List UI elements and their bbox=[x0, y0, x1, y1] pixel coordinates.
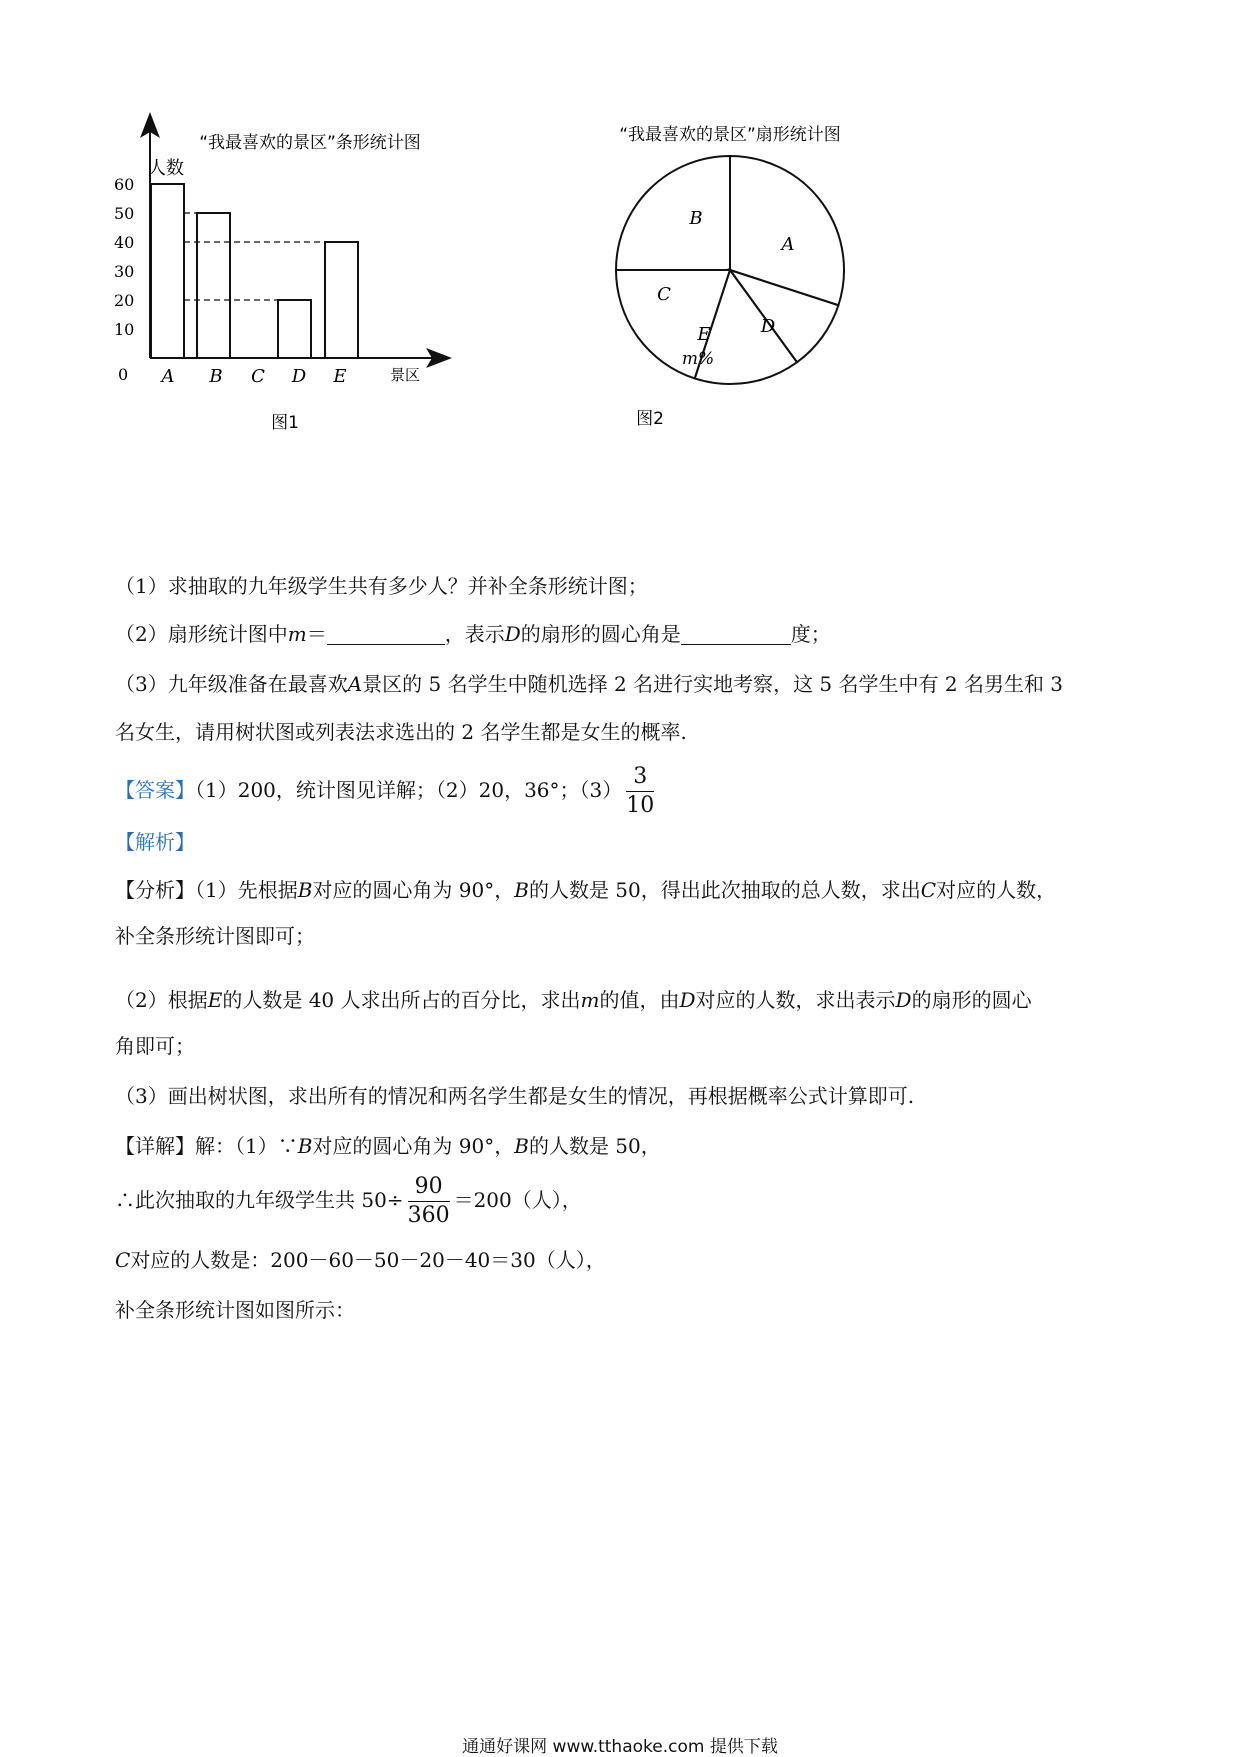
y-tick-label: 50 bbox=[114, 204, 135, 223]
fraction-denominator: 360 bbox=[407, 1203, 450, 1228]
analysis-3 bbox=[115, 1080, 1135, 1112]
detail-line-1 bbox=[115, 1130, 1135, 1162]
detail-1-c: 的人数是 50， bbox=[528, 1134, 661, 1158]
x-tick-label: A bbox=[161, 366, 175, 387]
analysis-1-line-2 bbox=[115, 920, 1135, 952]
analysis-2-a: （2）根据 bbox=[115, 988, 208, 1012]
bar-chart bbox=[110, 110, 530, 490]
var-d: D bbox=[679, 988, 696, 1012]
pie-label-d: D bbox=[760, 316, 776, 337]
page-footer: 通通好课网 www.tthaoke.com 提供下载 bbox=[462, 1737, 778, 1757]
pie-chart-figure bbox=[580, 110, 900, 490]
x-tick-label: D bbox=[291, 366, 307, 387]
detail-tag: 【详解】 bbox=[115, 1134, 195, 1158]
analysis-1-b: 对应的圆心角为 90°， bbox=[312, 878, 515, 902]
fraction-numerator: 90 bbox=[408, 1173, 450, 1202]
detail-fraction bbox=[408, 1173, 450, 1230]
detail-2-a: ∴此次抽取的九年级学生共 50÷ bbox=[115, 1188, 404, 1212]
figure-2-caption: 图2 bbox=[636, 409, 664, 429]
var-b: B bbox=[514, 878, 529, 902]
detail-line-2 bbox=[115, 1168, 1135, 1232]
question-1 bbox=[115, 570, 1135, 602]
question-2-text-end: 度； bbox=[790, 622, 831, 646]
analysis-2-f: 角即可； bbox=[115, 1034, 195, 1058]
answer-text: （1）200，统计图见详解；（2）20，36°；（3） bbox=[195, 778, 623, 802]
pie-chart-title: “我最喜欢的景区”扇形统计图 bbox=[619, 125, 841, 145]
var-b: B bbox=[297, 1134, 313, 1158]
pie-label-c: C bbox=[657, 284, 671, 305]
pie-slice-a bbox=[730, 156, 844, 305]
detail-1-b: 对应的圆心角为 90°， bbox=[312, 1134, 515, 1158]
analysis-2-b: 的人数是 40 人求出所占的百分比，求出 bbox=[222, 988, 581, 1012]
analysis-2-e: 的扇形的圆心 bbox=[911, 988, 1032, 1012]
analysis-fx-tag: 【分析】 bbox=[115, 878, 195, 902]
x-tick-label: E bbox=[333, 366, 347, 387]
var-a: A bbox=[347, 672, 363, 696]
question-2-text-b: ，表示 bbox=[444, 622, 505, 646]
answer-fraction bbox=[626, 763, 654, 820]
analysis-2-line-2 bbox=[115, 1030, 1135, 1062]
pie-label-e-percent: m% bbox=[681, 349, 715, 369]
question-3-line-2 bbox=[115, 716, 1135, 748]
y-tick-label: 30 bbox=[114, 262, 135, 281]
figure-1-caption: 图1 bbox=[271, 413, 299, 433]
answer-tag: 【答案】 bbox=[115, 778, 195, 802]
analysis-1-e: 补全条形统计图即可； bbox=[115, 924, 315, 948]
x-axis-label: 景区 bbox=[390, 366, 421, 384]
analysis-1-c: 的人数是 50，得出此次抽取的总人数，求出 bbox=[528, 878, 921, 902]
answer-blank-m[interactable] bbox=[327, 622, 445, 645]
question-3-text-c: 名女生，请用树状图或列表法求选出的 2 名学生都是女生的概率. bbox=[115, 720, 687, 744]
answer-line bbox=[115, 760, 1135, 820]
pie-label-a: A bbox=[781, 234, 795, 255]
pie-slice-d bbox=[730, 270, 838, 362]
question-3-text-b: 景区的 5 名学生中随机选择 2 名进行实地考察，这 5 名学生中有 2 名男生和 3 bbox=[362, 672, 1064, 696]
detail-2-b: ＝200（人）， bbox=[453, 1188, 582, 1212]
pie-label-e: E bbox=[697, 324, 711, 345]
fraction-numerator: 3 bbox=[626, 763, 654, 792]
analysis-2-d: 对应的人数，求出表示 bbox=[695, 988, 896, 1012]
question-3-line-1 bbox=[115, 668, 1135, 700]
pie-label-b: B bbox=[689, 208, 703, 229]
detail-line-3 bbox=[115, 1244, 1135, 1276]
bar-chart-figure bbox=[110, 110, 530, 490]
question-2-text-a: （2）扇形统计图中 bbox=[115, 622, 288, 646]
answer-blank-angle[interactable] bbox=[681, 622, 791, 645]
bar-e bbox=[325, 242, 358, 358]
question-2-text-c: 的扇形的圆心角是 bbox=[520, 622, 681, 646]
x-tick-label: B bbox=[209, 366, 223, 387]
var-m: m bbox=[580, 988, 600, 1012]
analysis-1-line-1 bbox=[115, 874, 1135, 906]
question-1-text: （1）求抽取的九年级学生共有多少人？并补全条形统计图； bbox=[115, 574, 648, 598]
var-d: D bbox=[895, 988, 912, 1012]
y-tick-label: 40 bbox=[114, 233, 135, 252]
question-3-text-a: （3）九年级准备在最喜欢 bbox=[115, 672, 348, 696]
bar-d bbox=[278, 300, 311, 358]
detail-line-4 bbox=[115, 1294, 1135, 1326]
analysis-3-text: （3）画出树状图，求出所有的情况和两名学生都是女生的情况，再根据概率公式计算即可. bbox=[115, 1084, 915, 1108]
analysis-tag: 【解析】 bbox=[115, 830, 195, 854]
detail-3-text: 对应的人数是：200－60－50－20－40＝30（人）， bbox=[130, 1248, 606, 1272]
var-e: E bbox=[207, 988, 223, 1012]
bar-b bbox=[197, 213, 230, 358]
bar-chart-title: “我最喜欢的景区”条形统计图 bbox=[199, 133, 421, 153]
y-tick-label: 10 bbox=[114, 320, 135, 339]
analysis-1-a: （1）先根据 bbox=[195, 878, 298, 902]
equals-sign: ＝ bbox=[306, 622, 327, 646]
question-2 bbox=[115, 618, 1135, 650]
bar-a bbox=[151, 184, 184, 358]
x-tick-label: C bbox=[251, 366, 265, 387]
pie-slice-b bbox=[616, 156, 730, 270]
fraction-denominator: 10 bbox=[626, 793, 655, 818]
y-axis-label: 人数 bbox=[148, 158, 184, 179]
var-b: B bbox=[514, 1134, 529, 1158]
var-c: C bbox=[115, 1248, 131, 1272]
analysis-2-line-1 bbox=[115, 984, 1135, 1016]
pie-chart bbox=[580, 110, 900, 490]
var-m: m bbox=[287, 622, 307, 646]
y-tick-label: 20 bbox=[114, 291, 135, 310]
detail-4-text: 补全条形统计图如图所示： bbox=[115, 1298, 355, 1322]
analysis-2-c: 的值，由 bbox=[599, 988, 680, 1012]
detail-1-a: 解：（1）∵ bbox=[195, 1134, 298, 1158]
origin-label: 0 bbox=[118, 365, 129, 384]
var-d: D bbox=[504, 622, 521, 646]
analysis-1-d: 对应的人数， bbox=[936, 878, 1057, 902]
analysis-heading bbox=[115, 826, 1135, 858]
var-b: B bbox=[297, 878, 313, 902]
y-tick-label: 60 bbox=[114, 175, 135, 194]
var-c: C bbox=[920, 878, 937, 902]
